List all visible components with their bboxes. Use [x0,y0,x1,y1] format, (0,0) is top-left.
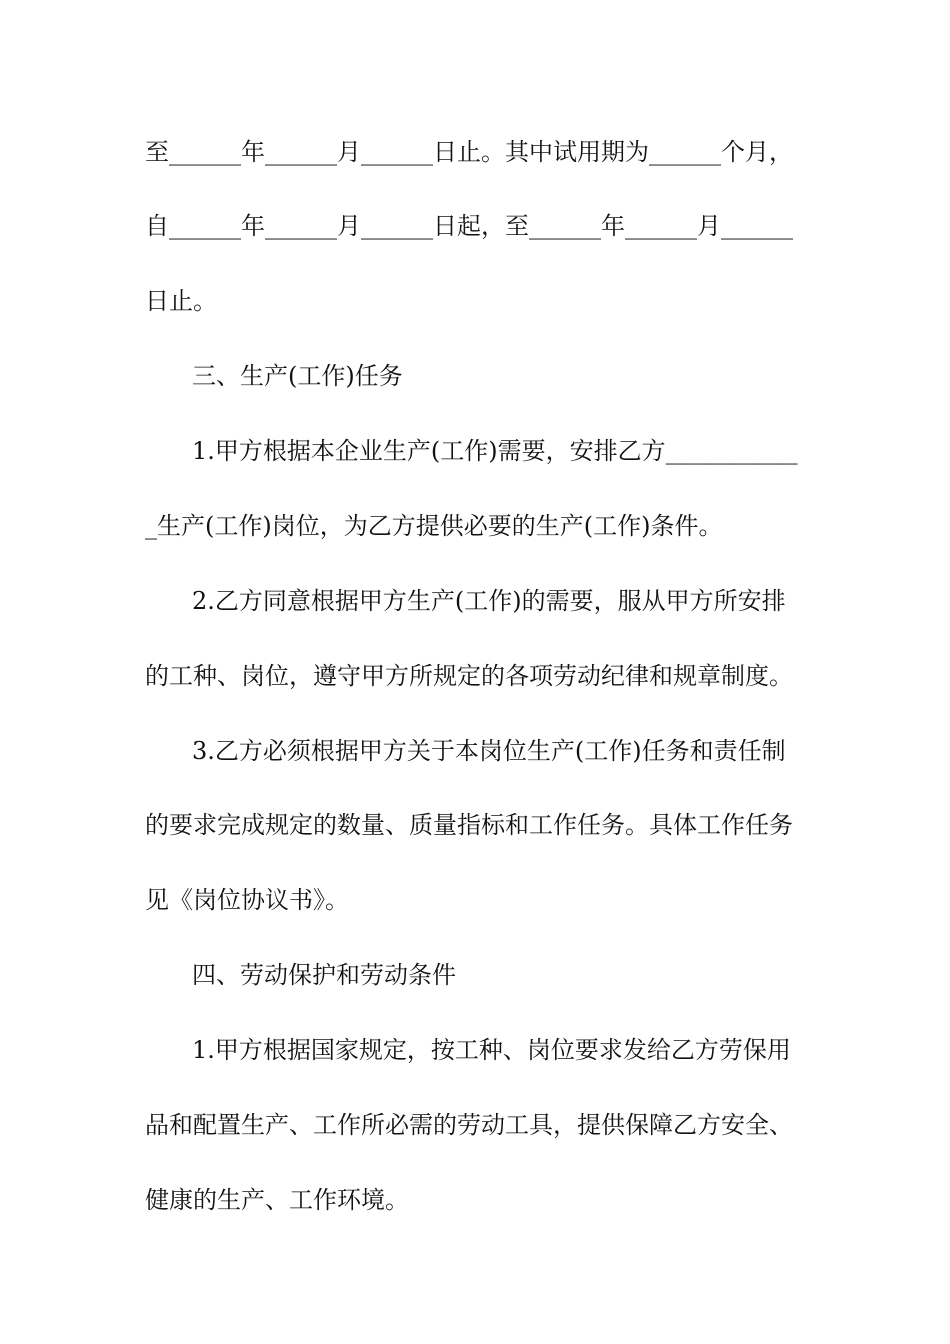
text-line: 2.乙方同意根据甲方生产(工作)的需要，服从甲方所安排 [192,587,786,615]
section-heading: 四、劳动保护和劳动条件 [192,961,456,989]
text-line: 日止。 [145,287,217,315]
text-line: 的工种、岗位，遵守甲方所规定的各项劳动纪律和规章制度。 [145,662,793,690]
text-line: 1.甲方根据本企业生产(工作)需要，安排乙方___________ [192,437,798,465]
text-line: 至______年______月______日止。其中试用期为______个月， [145,138,793,166]
text-line: 品和配置生产、工作所必需的劳动工具，提供保障乙方安全、 [145,1111,793,1139]
text-line: 3.乙方必须根据甲方关于本岗位生产(工作)任务和责任制 [192,737,786,765]
text-line: _生产(工作)岗位，为乙方提供必要的生产(工作)条件。 [145,512,723,540]
section-heading: 三、生产(工作)任务 [192,362,403,390]
text-line: 的要求完成规定的数量、质量指标和工作任务。具体工作任务 [145,811,793,839]
text-line: 见《岗位协议书》。 [145,886,349,914]
text-line: 自______年______月______日起，至______年______月______ [145,212,793,240]
text-line: 1.甲方根据国家规定，按工种、岗位要求发给乙方劳保用 [192,1036,791,1064]
text-line: 健康的生产、工作环境。 [145,1186,409,1214]
